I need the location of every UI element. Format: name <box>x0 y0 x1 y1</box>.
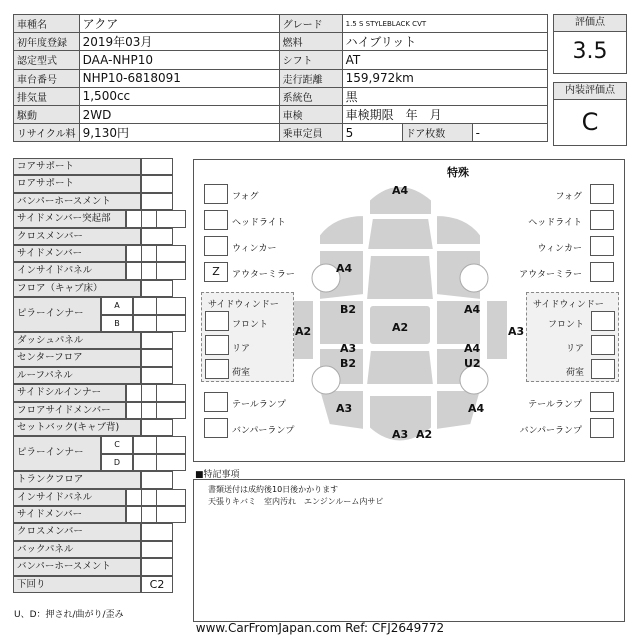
frame-part-cell <box>156 436 186 453</box>
bumper-lamp-left-label: バンパーランプ <box>232 426 295 436</box>
grade-rear-bumper-2: A2 <box>416 428 433 441</box>
spec-value: ハイブリット <box>342 33 547 51</box>
side-window-right <box>526 292 619 382</box>
right-check-label: ウィンカー <box>537 244 582 254</box>
left-check-label: ウィンカー <box>232 244 277 254</box>
frame-part-grade-cell <box>141 193 173 210</box>
spec-value: アクア <box>79 15 279 33</box>
grade-left-fender: A2 <box>295 325 312 338</box>
frame-part-grade-cell <box>141 280 173 297</box>
frame-part-label: クロスメンバー <box>13 523 141 540</box>
interior-score-box <box>553 82 627 146</box>
frame-part-right-cell <box>156 506 186 523</box>
left-check-box: Z <box>204 262 228 282</box>
spec-table <box>13 14 548 142</box>
side-window-left <box>201 292 294 382</box>
spec-label: 車検 <box>279 105 342 123</box>
grade-right-rear-door: A4 <box>464 342 481 355</box>
spec-label: 系統色 <box>279 87 342 105</box>
footer-ref: www.CarFromJapan.com Ref: CFJ2649772 <box>195 621 445 635</box>
spec-label: ドア枚数 <box>402 124 472 142</box>
notes-line: 書類送付は成約後10日後かかります <box>208 485 339 494</box>
side-window-front-label: フロント <box>547 320 584 330</box>
frame-part-right-cell <box>156 262 186 279</box>
side-window-title: サイドウィンドー <box>533 300 604 310</box>
spec-value: 1,500cc <box>79 87 279 105</box>
frame-part-grade-cell <box>141 175 173 192</box>
grade-front: A4 <box>392 184 409 197</box>
right-check-label: アウターミラー <box>519 270 582 280</box>
grade-left-rear: A3 <box>336 402 353 415</box>
left-check-box <box>204 184 228 204</box>
tail-lamp-right-label: テールランプ <box>528 400 582 410</box>
frame-part-label: ロアサポート <box>13 175 141 192</box>
right-check-box <box>590 262 614 282</box>
frame-part-label: ピラーインナー <box>13 297 101 332</box>
spec-label: 乗車定員 <box>279 124 342 142</box>
frame-part-label: ピラーインナー <box>13 436 101 471</box>
frame-part-cell <box>156 297 186 314</box>
frame-part-grade-cell <box>141 523 173 540</box>
spec-label: リサイクル料 <box>14 124 80 142</box>
grade-right-fender: A3 <box>508 325 525 338</box>
frame-part-grade-cell <box>141 228 173 245</box>
frame-part-label: トランクフロア <box>13 471 141 488</box>
side-window-title: サイドウィンドー <box>208 300 279 310</box>
frame-part-grade-cell <box>141 558 173 575</box>
score-label: 評価点 <box>554 15 626 32</box>
frame-part-label: サイドメンバー <box>13 245 126 262</box>
grade-roof: A2 <box>392 321 409 334</box>
frame-part-label: センターフロア <box>13 349 141 366</box>
spec-value: DAA-NHP10 <box>79 51 279 69</box>
side-window-front-label: フロント <box>232 320 269 330</box>
spec-value: 2WD <box>79 105 279 123</box>
grade-rear-bumper: A3 <box>392 428 409 441</box>
spec-label: 認定型式 <box>14 51 80 69</box>
side-window-cargo-label: 荷室 <box>565 368 584 378</box>
side-window-cargo-check <box>205 359 229 379</box>
grade-left-mirror: A4 <box>336 262 353 275</box>
frame-part-right-cell <box>156 402 186 419</box>
spec-label: 燃料 <box>279 33 342 51</box>
legend-text: U、D：押され/曲がり/歪み <box>14 610 124 620</box>
spec-label: 車種名 <box>14 15 80 33</box>
tail-lamp-left-check <box>204 392 228 412</box>
spec-label: 初年度登録 <box>14 33 80 51</box>
frame-part-label: サイドメンバー突起部 <box>13 210 126 227</box>
side-window-cargo-check <box>591 359 615 379</box>
frame-part-cell <box>156 454 186 471</box>
grade-right-rear-door-2: U2 <box>464 357 481 370</box>
tail-lamp-left-label: テールランプ <box>232 400 286 410</box>
frame-part-label: 下回り <box>13 576 141 593</box>
frame-part-label: セットバック(キャブ背) <box>13 419 141 436</box>
left-check-box <box>204 236 228 256</box>
bumper-lamp-right-check <box>590 418 614 438</box>
frame-part-label: バンパーホースメント <box>13 193 141 210</box>
frame-part-right-cell <box>156 489 186 506</box>
frame-part-grade-cell <box>141 471 173 488</box>
frame-part-right-cell <box>156 245 186 262</box>
notes-title: ■特記事項 <box>195 470 240 480</box>
spec-value: NHP10-6818091 <box>79 69 279 87</box>
right-check-box <box>590 236 614 256</box>
side-window-front-check <box>591 311 615 331</box>
grade-left-rear-door-2: B2 <box>340 357 357 370</box>
spec-label: グレード <box>279 15 342 33</box>
spec-label: 車台番号 <box>14 69 80 87</box>
left-check-box <box>204 210 228 230</box>
grade-right-front-door: A4 <box>464 303 481 316</box>
frame-part-label: バンパーホースメント <box>13 558 141 575</box>
frame-part-grade-cell <box>141 349 173 366</box>
frame-part-grade-cell: C2 <box>141 576 173 593</box>
frame-part-label: コアサポート <box>13 158 141 175</box>
spec-value: 5 <box>342 124 402 142</box>
frame-part-label: ルーフパネル <box>13 367 141 384</box>
frame-part-label: インサイドパネル <box>13 262 126 279</box>
left-check-label: フォグ <box>232 192 259 202</box>
right-check-label: ヘッドライト <box>528 218 582 228</box>
bumper-lamp-right-label: バンパーランプ <box>519 426 582 436</box>
side-window-cargo-label: 荷室 <box>232 368 251 378</box>
frame-part-label: バックパネル <box>13 541 141 558</box>
spec-value: 159,972km <box>342 69 547 87</box>
side-window-front-check <box>205 311 229 331</box>
frame-part-label: サイドシルインナー <box>13 384 126 401</box>
frame-part-right-cell <box>156 210 186 227</box>
score-box <box>553 14 627 74</box>
grade-right-rear: A4 <box>468 402 485 415</box>
spec-value: AT <box>342 51 547 69</box>
spec-value: 2019年03月 <box>79 33 279 51</box>
bumper-lamp-left-check <box>204 418 228 438</box>
frame-part-grade-cell <box>141 419 173 436</box>
side-window-rear-check <box>591 335 615 355</box>
frame-part-cell <box>156 315 186 332</box>
frame-part-label: ダッシュパネル <box>13 332 141 349</box>
special-title: 特殊 <box>447 166 469 179</box>
pillar-sub-label: C <box>101 436 133 453</box>
frame-part-grade-cell <box>141 158 173 175</box>
grade-left-front-door: B2 <box>340 303 357 316</box>
score-value: 3.5 <box>572 39 608 64</box>
frame-part-label: サイドメンバー <box>13 506 126 523</box>
left-check-label: アウターミラー <box>232 270 295 280</box>
frame-part-label: フロア（キャブ床） <box>13 280 141 297</box>
frame-part-grade-cell <box>141 367 173 384</box>
spec-value: - <box>472 124 547 142</box>
spec-label: 駆動 <box>14 105 80 123</box>
pillar-sub-label: A <box>101 297 133 314</box>
right-check-box <box>590 184 614 204</box>
spec-label: 排気量 <box>14 87 80 105</box>
car-diagram <box>193 159 625 462</box>
right-check-box <box>590 210 614 230</box>
spec-value: 9,130円 <box>79 124 279 142</box>
notes-box <box>193 479 625 622</box>
frame-part-label: クロスメンバー <box>13 228 141 245</box>
spec-value: 1.5 S STYLEBLACK CVT <box>342 15 547 33</box>
right-check-label: フォグ <box>555 192 582 202</box>
spec-label: 走行距離 <box>279 69 342 87</box>
notes-line: 天張りキバミ 室内汚れ エンジンルーム内サビ <box>208 497 384 506</box>
frame-part-label: フロアサイドメンバー <box>13 402 126 419</box>
interior-score-value: C <box>581 108 599 136</box>
tail-lamp-right-check <box>590 392 614 412</box>
left-check-label: ヘッドライト <box>232 218 286 228</box>
frame-part-grade-cell <box>141 332 173 349</box>
frame-part-right-cell <box>156 384 186 401</box>
pillar-sub-label: D <box>101 454 133 471</box>
spec-label: シフト <box>279 51 342 69</box>
side-window-rear-label: リア <box>565 344 584 354</box>
frame-part-grade-cell <box>141 541 173 558</box>
pillar-sub-label: B <box>101 315 133 332</box>
side-window-rear-check <box>205 335 229 355</box>
interior-score-label: 内装評価点 <box>554 83 626 100</box>
spec-value: 車検期限 年 月 <box>342 105 547 123</box>
side-window-rear-label: リア <box>232 344 251 354</box>
spec-value: 黒 <box>342 87 547 105</box>
frame-part-label: インサイドパネル <box>13 489 126 506</box>
grade-left-rear-door: A3 <box>340 342 357 355</box>
